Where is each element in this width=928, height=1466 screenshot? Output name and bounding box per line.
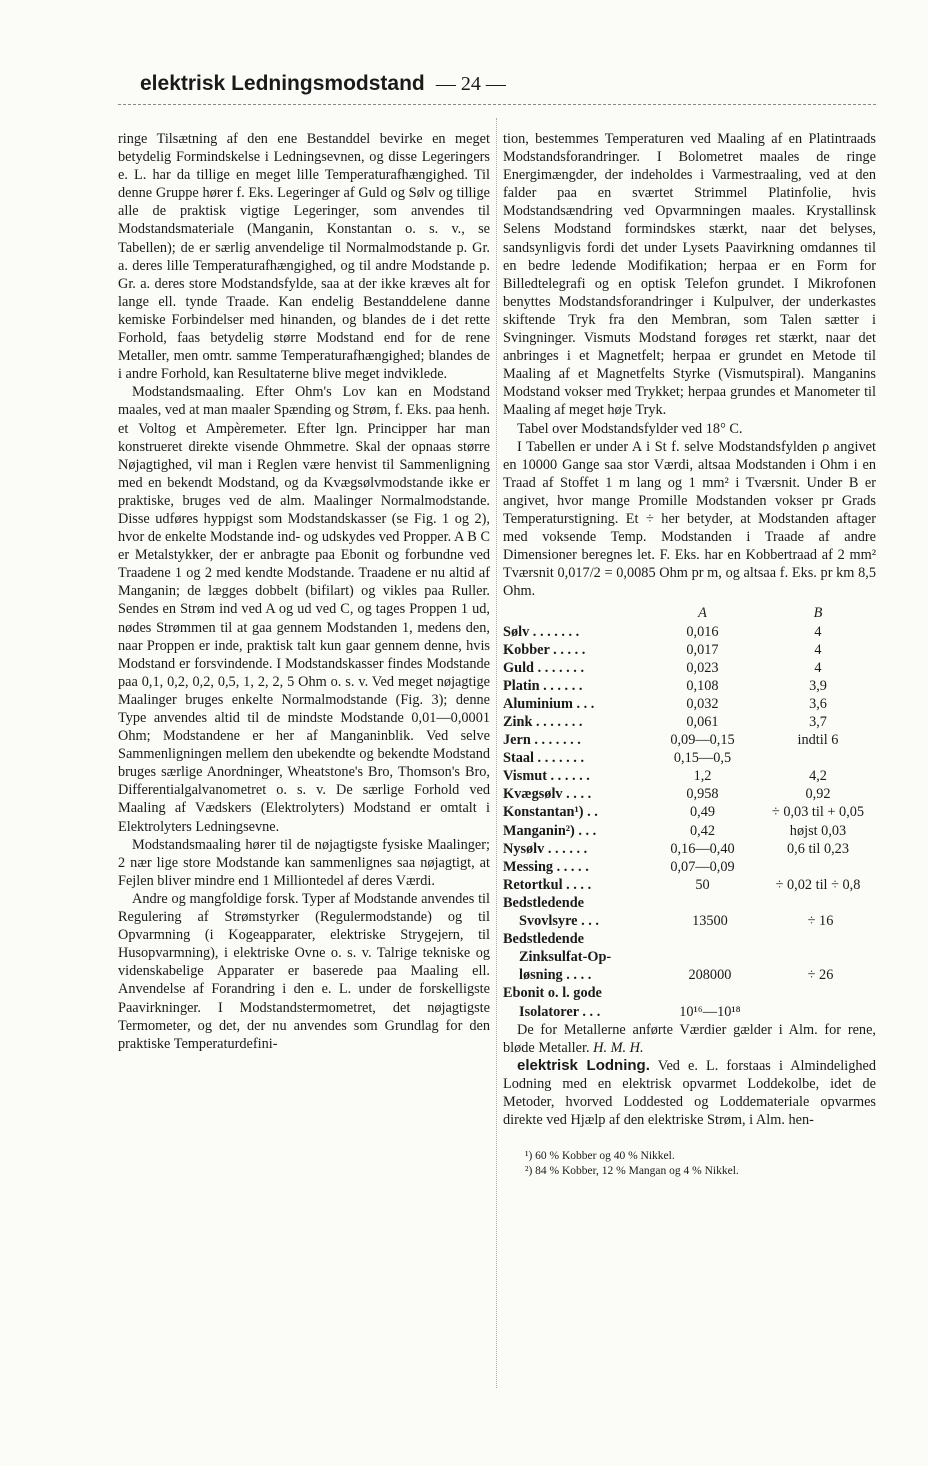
table-cell: 0,016 xyxy=(686,623,719,640)
table-row xyxy=(503,858,876,876)
table-row xyxy=(503,984,876,1002)
table-cell: 0,16—0,40 xyxy=(670,840,735,857)
table-cell: 4 xyxy=(814,659,822,676)
table-cell: 10¹⁶—10¹⁸ xyxy=(679,1003,741,1020)
table-row xyxy=(503,623,876,641)
table-cell: 0,42 xyxy=(689,822,716,839)
table-row xyxy=(503,803,876,821)
table-cell xyxy=(645,984,760,1002)
footnotes xyxy=(503,1149,876,1179)
table-cell: 0,15—0,5 xyxy=(673,750,732,767)
table-cell: 0,49 xyxy=(689,804,716,821)
left-column xyxy=(118,130,490,1053)
table-cell: ÷ 26 xyxy=(807,967,834,984)
page-header xyxy=(140,72,800,104)
table-cell: ÷ 0,02 til ÷ 0,8 xyxy=(775,876,861,893)
table-row xyxy=(503,912,876,930)
table-cell: Jern . . . . . . . xyxy=(503,732,581,749)
table-row xyxy=(503,641,876,659)
right-column xyxy=(503,130,876,1179)
table-cell: 0,032 xyxy=(686,695,719,712)
table-cell xyxy=(765,1003,876,1021)
table-cell: Zinksulfat-Op- xyxy=(519,949,612,966)
table-cell: 3,6 xyxy=(809,695,827,712)
paragraph: I Tabellen er under A i St f. selve Modstandsfylden ρ angivet en 10000 Gange saa stor Værdi, altsaa Modstanden i Ohm i en Traad af Stoffet 1 m lang og 1 mm² i Tværsnit. Under B er angivet, hvor mange Promille Modstanden vokser pr Grads Temperaturstigning. Et ÷ her betyder, at Modstanden aftager med voksende Temp. Modstanden i Traade af andre Dimensioner beregnes let. F. Eks. har en Kobbertraad af 2 mm² Tværsnit 0,017/2 = 0,0085 Ohm pr m, og altsaa f. Eks. pr km 8,5 Ohm. xyxy=(503,438,876,600)
column-divider xyxy=(496,118,497,1388)
table-cell: 3,7 xyxy=(809,714,827,730)
paragraph: ringe Tilsætning af den ene Bestanddel bevirke en meget betydelig Formindskelse i Ledningsevnen, og disse Legeringers e. L. har da tillige en meget lille Temperaturafhængighed. Til denne Gruppe hører f. Eks. Legeringer af Guld og Sølv og tillige alle de praktisk vigtige Legeringer, som anvendes til Modstandsmateriale (Manganin, Konstantan o. s. v., se Tabellen); de er særlig anvendelige til Normalmodstande p. Gr. a. deres lille Temperaturafhængighed, og til andre Modstande p. Gr. a. deres store Modstandsfylde, saa at der ikke kræves alt for lange ell. tynde Traade. Kan endelig Bestanddelene danne kemiske Forbindelser med hinanden, og blandes de i det rette Forhold, faas betydelig større Modstand end for de rene Metaller, men omtr. samme Temperaturafhængighed; blandes de i andre Forhold, kan Resultaterne blive meget indviklede. xyxy=(118,131,490,383)
table-header-cell: A xyxy=(698,605,707,622)
table-cell: Kobber . . . . . xyxy=(503,641,586,658)
paragraph: Modstandsmaaling hører til de nøjagtigste fysiske Maalinger; 2 nær lige store Modstande kan sammenlignes saa nøjagtigt, at Fejlen bliver mindre end 1 Milliontedel af deres Værdi. xyxy=(118,836,490,889)
table-row xyxy=(503,659,876,677)
table-cell: Vismut . . . . . . xyxy=(503,768,590,785)
table-row xyxy=(503,749,876,767)
entry-text: Ved e. L. forstaas i Almindelighed Lodning med en elektrisk opvarmet Loddekolbe, idet de Metoder, hvorved Loddested og Loddemateriale opvarmes direkte ved Hjælp af den elektriske Strøm, i Alm. hen- xyxy=(503,1057,876,1129)
table-cell: Konstantan¹) . . xyxy=(503,804,598,821)
table-cell: Aluminium . . . xyxy=(503,695,595,712)
table-row xyxy=(503,840,876,858)
table-cell xyxy=(760,984,876,1002)
page-title: elektrisk Ledningsmodstand xyxy=(140,72,425,95)
table-row xyxy=(503,1003,876,1021)
table-cell: indtil 6 xyxy=(797,732,839,749)
table-cell: 0,958 xyxy=(686,786,719,803)
table-cell: Staal . . . . . . . xyxy=(503,750,585,767)
table-cell: 0,017 xyxy=(686,641,719,658)
table-cell: 0,108 xyxy=(686,677,719,694)
table-cell: 4 xyxy=(814,641,822,658)
table-cell: 13500 xyxy=(692,913,728,930)
footnote: ¹) 60 % Kobber og 40 % Nikkel. xyxy=(525,1150,675,1163)
table-cell: Zink . . . . . . . xyxy=(503,714,583,730)
table-cell: ÷ 0,03 til + 0,05 xyxy=(771,804,865,821)
table-cell xyxy=(645,930,760,948)
table-cell: 0,09—0,15 xyxy=(670,732,735,749)
paragraph xyxy=(503,1021,876,1057)
table-cell: Messing . . . . . xyxy=(503,858,589,875)
table-header-cell: B xyxy=(813,605,823,622)
table-cell: Platin . . . . . . xyxy=(503,677,583,694)
table-cell: Bedstledende xyxy=(503,931,585,948)
table-row xyxy=(503,822,876,840)
page-number: — 24 — xyxy=(435,73,506,95)
table-row xyxy=(503,713,876,731)
table-cell: 4 xyxy=(814,623,822,640)
table-body xyxy=(503,623,876,1021)
table-cell: 208000 xyxy=(688,967,732,984)
table-header xyxy=(503,604,876,622)
table-cell xyxy=(765,948,876,966)
table-cell: Kvægsølv . . . . xyxy=(503,786,592,803)
table-row xyxy=(503,731,876,749)
table-cell: Retortkul . . . . xyxy=(503,876,592,893)
table-cell: Isolatorer . . . xyxy=(519,1003,601,1020)
table-cell: 0,6 til 0,23 xyxy=(787,840,849,857)
table-row xyxy=(503,966,876,984)
table-cell: 0,07—0,09 xyxy=(670,858,735,875)
paragraph: tion, bestemmes Temperaturen ved Maaling af en Platintraads Modstandsforandringer. I Bolometret maales de ringe Energimængder, der indeholdes i Varmestraaling, ved at den falder paa en sværtet Strimmel Platinfolie, hvis Modstandsændring ved Opvarmningen maales. Krystallinsk Selens Modstand formindskes stærkt, naar det belyses, sandsynligvis fordi det under Lysets Paavirkning omdannes til en bedre ledende Modifikation; herpaa er en Form for Billedtelegrafi og en optisk Telefon grundet. I Mikrofonen benyttes Modstandsforandringer i Kulpulver, der underkastes skiftende Tryk fra den Membran, som Talen sætter i Svingninger. Vismuts Modstand forøges ret stærkt, naar det anbringes i et Magnetfelt; herpaa er grundet en Metode til Maaling af et Magnetfelts Styrke (Vismutspiral). Manganins Modstand vokser med Trykket; herpaa grundes et Manometer til Maaling af meget høje Tryk. xyxy=(503,131,876,419)
table-cell: Nysølv . . . . . . xyxy=(503,840,588,857)
entry-title: elektrisk Lodning. xyxy=(517,1056,650,1074)
table-cell: Sølv . . . . . . . xyxy=(503,623,580,640)
table-cell xyxy=(645,894,760,912)
table-cell xyxy=(655,948,765,966)
table-cell: Ebonit o. l. gode xyxy=(503,985,602,1002)
header-rule xyxy=(118,104,876,105)
table-note: De for Metallerne anførte Værdier gælder i Alm. for rene, bløde Metaller. xyxy=(503,1021,876,1056)
table-cell: Manganin²) . . . xyxy=(503,822,597,839)
table-cell: ÷ 16 xyxy=(807,913,834,930)
table-row xyxy=(503,930,876,948)
table-cell: 50 xyxy=(695,876,710,893)
table-cell: 1,2 xyxy=(693,768,712,785)
table-row xyxy=(503,894,876,912)
footnote: ²) 84 % Kobber, 12 % Mangan og 4 % Nikkel. xyxy=(525,1165,739,1178)
table-cell xyxy=(760,894,876,912)
table-cell: 3,9 xyxy=(809,677,827,694)
table-cell: 4,2 xyxy=(809,768,827,785)
table-cell: løsning . . . . xyxy=(519,967,592,984)
paragraph: Modstandsmaaling. Efter Ohm's Lov kan en Modstand maales, ved at man maaler Spænding og Strøm, f. Eks. paa henh. et Voltog et Ampèremeter. Efter lgn. Principper har man konstrueret direkte visende Ohmmetre. Skal der opnaas større Nøjagtighed, vil man i Reglen være henvist til Sammenligning med en bekendt Modstand, og da Kvægsølvmodstande ikke er praktiske, bruges ved de alm. Maalinger Normalmodstande. Disse udføres hyppigst som Modstandskasser (se Fig. 1 og 2), hvor de enkelte Modstande ind- og udskydes ved Propper. A B C er Metalstykker, der er anbragte paa Ebonit og forbundne ved Traadene 1 og 2 med kendte Modstande. Traadene er nu altid af Manganin; de lægges dobbelt (bifilart) og vikles paa Ruller. Sendes en Strøm ind ved A og ud ved C, og tages Proppen 1 ud, nødes Strømmen til at gaa gennem Modstanden 1, medens den, naar Proppen er inde, praktisk talt kun gaar gennem denne, hvis Modstand er forsvindende. I Modstandskasser findes Modstande paa 0,1, 0,2, 0,2, 0,5, 1, 2, 2, 5 Ohm o. s. v. Ved meget nøjagtige Maalinger bruges enkelte Normalmodstande (Fig. 3); denne Type anvendes altid til de mindste Modstande 0,01—0,0001 Ohm; Modstandene er her af Manganinblik. Ved selve Sammenligningen mellem den ubekendte og bekendte Modstand bruges særlige Anordninger, Wheatstone's Bro, Thomson's Bro, Differentialgalvanometret o. s. v. De særlige Forhold ved Maaling af Vædskers (Elektrolyters) Modstand er omtalt i Elektrolyters Ledningsevne. xyxy=(118,384,490,835)
table-cell: Bedstledende xyxy=(503,894,585,911)
paragraph xyxy=(503,1057,876,1129)
table-row xyxy=(503,767,876,785)
table-row xyxy=(503,948,876,966)
table-row xyxy=(503,876,876,894)
table-cell: 0,92 xyxy=(805,786,831,803)
table-row xyxy=(503,695,876,713)
table-cell xyxy=(760,749,876,767)
table-cell: 0,023 xyxy=(686,659,719,676)
table-cell: højst 0,03 xyxy=(789,822,847,839)
table-row xyxy=(503,785,876,803)
table-row xyxy=(503,677,876,695)
table-cell: Svovlsyre . . . xyxy=(519,913,599,930)
table-cell: Guld . . . . . . . xyxy=(503,659,585,676)
table-header-cell xyxy=(503,604,645,622)
table-caption: Tabel over Modstandsfylder ved 18° C. xyxy=(517,420,743,437)
table-cell xyxy=(760,858,876,876)
author-signature: H. M. H. xyxy=(593,1039,644,1056)
paragraph: Andre og mangfoldige forsk. Typer af Modstande anvendes til Regulering af Strømstyrker (Regulermodstande) og til Opvarmning (i Kogeapparater, elektriske Strygejern, til Husopvarmning), i elektriske Ovne o. s. v. Talrige tekniske og videnskabelige Apparater er baserede paa Maaling ell. Anvendelse af Forandring i den e. L. under de forskelligste Paavirkninger. I Modstandstermometret, det nøjagtigste Termometer, og det, der nu anvendes som Grundlag for den praktiske Temperaturdefini- xyxy=(118,890,490,1052)
table-cell: 0,061 xyxy=(686,714,719,730)
resistivity-table xyxy=(503,604,876,1020)
table-cell xyxy=(760,930,876,948)
